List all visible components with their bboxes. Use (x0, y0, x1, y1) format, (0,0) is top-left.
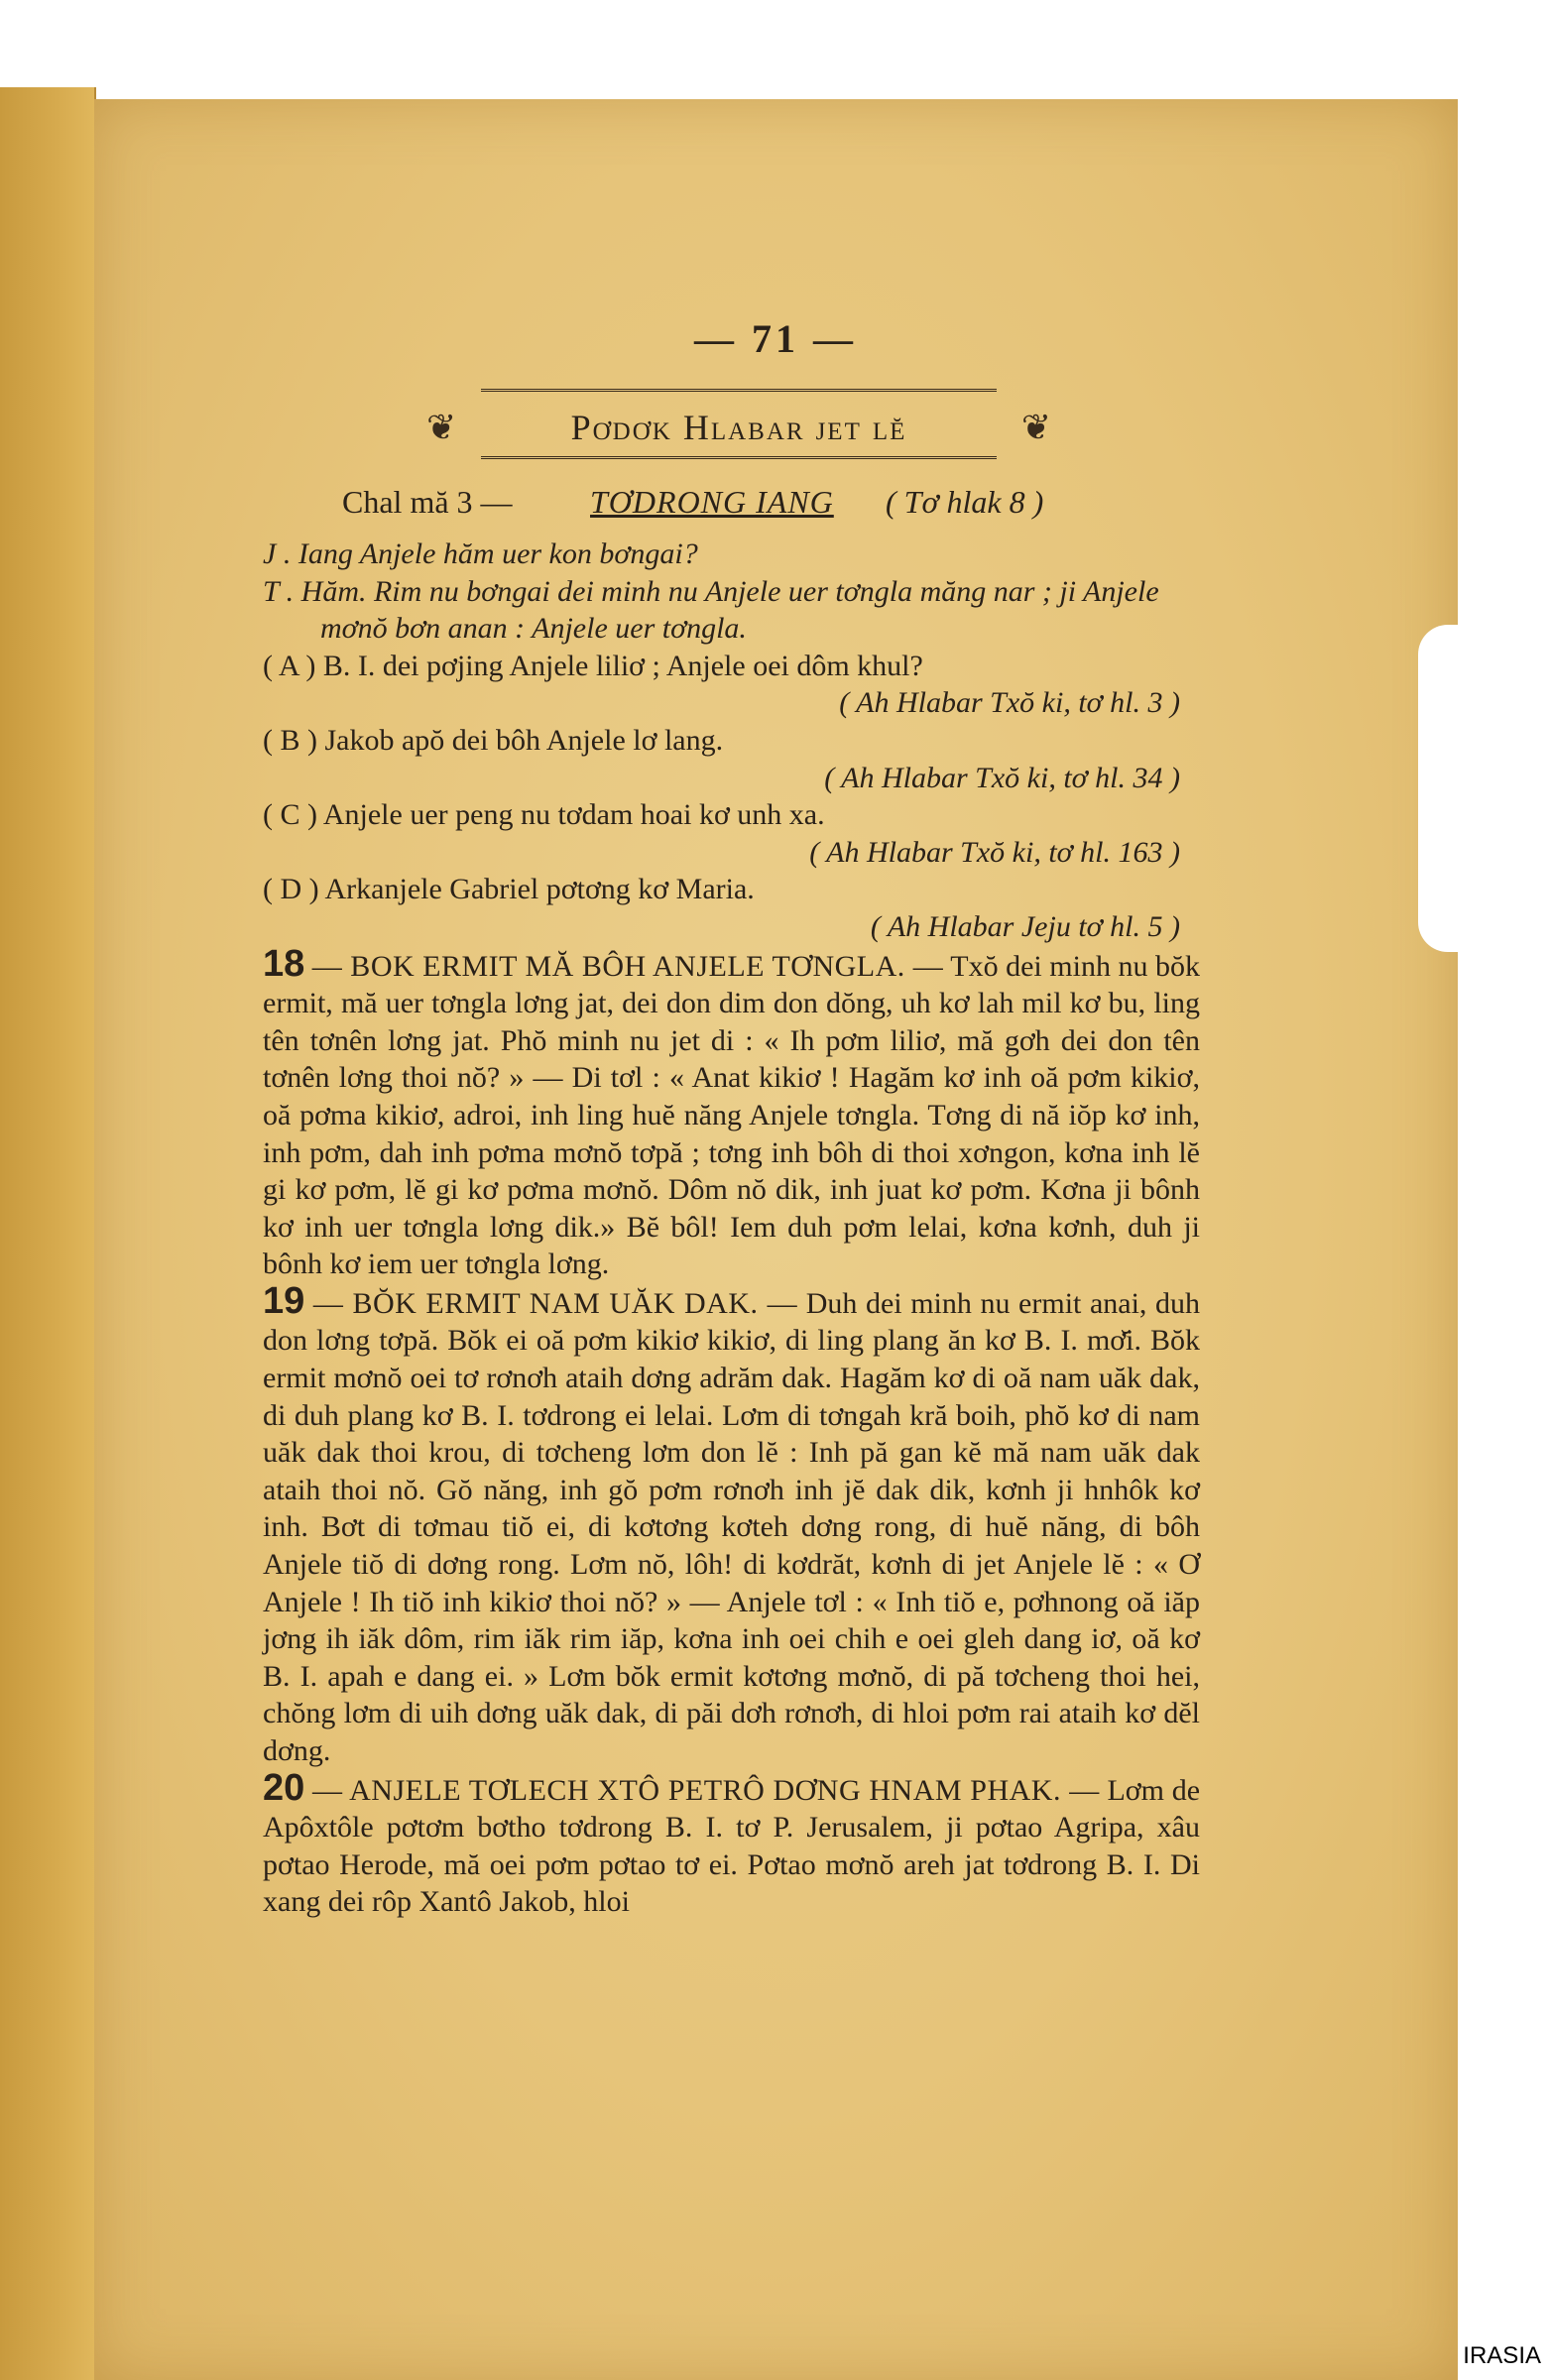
option-marker: ( B ) (263, 723, 317, 757)
section-19 (263, 1279, 1201, 1770)
section-number: 19 (263, 1279, 305, 1322)
option-text: Arkanjele Gabriel pơtơng kơ Maria. (324, 873, 755, 906)
banner-ornament-bottom (481, 456, 997, 469)
section-heading: — BOK ERMIT MĂ BÔH ANJELE TƠNGLA. — (311, 949, 944, 983)
answer-text: Hăm. Rim nu bơngai dei minh nu Anjele uer tơngla măng nar ; ji Anjele mơnŏ bơn anan : Anjele uer tơngla. (300, 574, 1159, 646)
option-reference: ( Ah Hlabar Txŏ ki, tơ hl. 163 ) (809, 835, 1180, 869)
left-page-edge (0, 87, 96, 2380)
option-reference: ( Ah Hlabar Jeju tơ hl. 5 ) (870, 909, 1180, 943)
section-text: Duh dei minh nu ermit anai, duh don lơng tơpă. Bŏk ei oă pơm kikiơ kikiơ, di ling plang ăn kơ B. I. mơ̆i. Bŏk ermit mơnŏ oei tơ rơnơh ataih dơng adrăm dak. Hagăm kơ di oă nam uăk dak, di duh plang kơ B. I. tơdrong ei lelai. Lơm di tơngah kră boih, phŏ kơ di nam uăk dak thoi krou, di tơcheng lơm don lĕ : Inh pă gan kĕ mă nam uăk dak ataih thoi nŏ. Gŏ năng, inh gŏ pơm rơnơh inh jĕ dak dik, kơnh ji hnhôk kơ inh. Bơt di tơmau tiŏ ei, di kơtơng kơteh dơng rong, di huĕ năng, di bôh Anjele tiŏ di dơng rong. Lơm nŏ, lôh! di kơdrăt, kơnh di jet Anjele lĕ : « Ơ Anjele ! Ih tiŏ inh kikiơ thoi nŏ? » — Anjele tơl : « Inh tiŏ e, pơhnong oă iăp jơng ih iăk dôm, rim iăk rim iăp, kơna inh oei chih e oei gleh dang iơ, oă kơ B. I. apah e dang ei. » Lơm bŏk ermit kơtơng mơnŏ, di pă tơcheng thoi hei, chŏng lơm di uih dơng uăk dak, di păi dơh rơnơh, di hloi pơm rai ataih kơ dĕl dơng. (263, 1286, 1201, 1767)
section-text: Lơm de Apôxtôle pơtơm bơtho tơdrong B. I. tơ P. Jerusalem, ji pơtao Agripa, xâu pơtao Herode, mă oei pơm pơtao tơ ei. Pơtao mơnŏ areh jat tơdrong B. I. Di xang dei rôp Xantô Jakob, hloi (263, 1773, 1201, 1919)
option-marker: ( D ) (263, 873, 319, 906)
option-text: Anjele uer peng nu tơdam hoai kơ unh xa. (322, 798, 825, 832)
section-heading: — ANJELE TƠLECH XTÔ PETRÔ DƠNG HNAM PHAK. — (312, 1773, 1100, 1807)
ornament-right-icon: ❦ (1020, 408, 1051, 447)
banner-ornament-top (481, 389, 997, 402)
option-d (263, 871, 1200, 908)
option-text: B. I. dei pơjing Anjele liliơ ; Anjele oei dôm khul? (322, 649, 923, 682)
banner-title: Pơdơk Hlabar jet lĕ (570, 408, 907, 447)
chapter-label: Chal mă 3 — (342, 484, 513, 520)
section-20 (263, 1766, 1201, 1921)
option-reference: ( Ah Hlabar Txŏ ki, tơ hl. 34 ) (824, 761, 1180, 794)
option-a (263, 648, 1200, 685)
section-number: 18 (263, 942, 305, 985)
option-marker: ( C ) (263, 798, 317, 832)
page-tear (1418, 625, 1478, 952)
section-18 (263, 942, 1200, 1283)
section-number: 20 (263, 1766, 305, 1809)
question-marker: J . (263, 537, 292, 570)
option-text: Jakob apŏ dei bôh Anjele lơ lang. (324, 723, 724, 757)
source-credit: IRASIA (1463, 2342, 1541, 2369)
answer-marker: T . (263, 574, 295, 608)
question (263, 536, 1200, 573)
question-text: Iang Anjele hăm uer kon bơngai? (298, 537, 698, 570)
option-b (263, 722, 1200, 760)
answer (263, 573, 1200, 648)
option-c (263, 796, 1200, 834)
section-text: Txŏ dei minh nu bŏk ermit, mă uer tơngla lơng jat, dei don dim don dŏng, uh kơ lah mil kơ bu, ling tên tơnên lơng jat. Phŏ minh nu jet di : « Ih pơm liliơ, mă gơh dei don tên tơnên lơng thoi nŏ? » — Di tơl : « Anat kikiơ ! Hagăm kơ inh oă pơm kikiơ, oă pơma kikiơ, adroi, inh ling huĕ năng Anjele tơngla. Tơng di nă iŏp kơ inh, inh pơm, dah inh pơma mơnŏ tơpă ; tơng inh bôh di thoi xơngon, kơna inh lĕ gi kơ pơm, lĕ gi kơ pơma mơnŏ. Dôm nŏ dik, inh juat kơ pơm. Kơna ji bônh kơ inh uer tơngla lơng dik.» Bĕ bôl! Iem duh pơm lelai, kơna kơnh, duh ji bônh kơ iem uer tơngla lơng. (263, 949, 1200, 1281)
chapter-reference: ( Tơ hlak 8 ) (886, 484, 1044, 520)
option-marker: ( A ) (263, 649, 316, 682)
chapter-title: TƠDRONG IANG (590, 484, 834, 520)
chapter-heading (342, 484, 1334, 532)
page-body (263, 536, 1200, 1921)
page-number: — 71 — (694, 316, 857, 361)
ornament-left-icon: ❦ (426, 408, 457, 447)
option-reference: ( Ah Hlabar Txŏ ki, tơ hl. 3 ) (839, 686, 1180, 720)
chapter-banner (426, 385, 1051, 468)
section-heading: — BŎK ERMIT NAM UĂK DAK. — (312, 1286, 798, 1320)
